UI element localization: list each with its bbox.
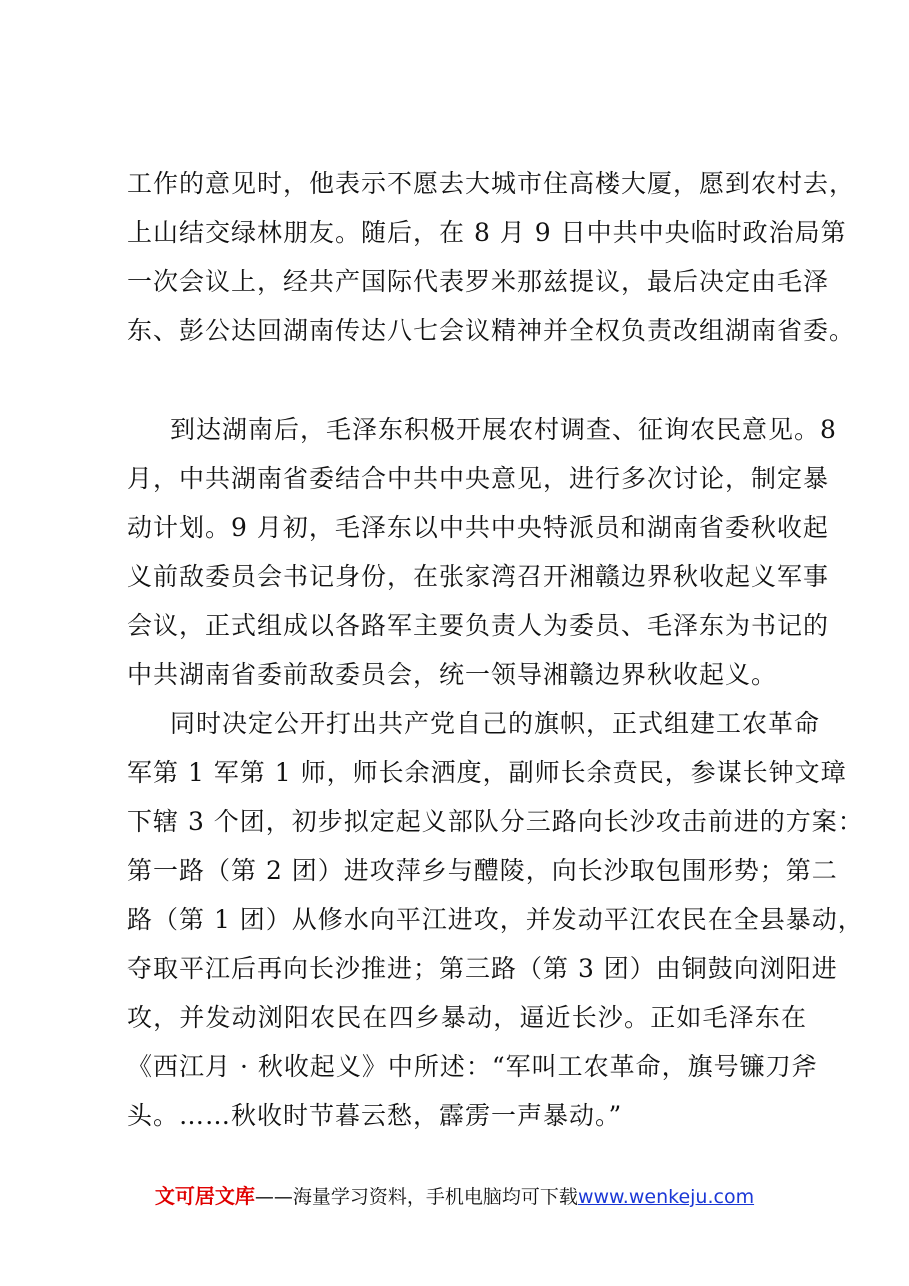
paragraph-3-line-5: 路（第 1 团）从修水向平江进攻，并发动平江农民在全县暴动， <box>127 905 864 934</box>
paragraph-1-line-2: 上山结交绿林朋友。随后，在 8 月 9 日中共中央临时政治局第 <box>127 218 847 247</box>
paragraph-1-line-4: 东、彭公达回湖南传达八七会议精神并全权负责改组湖南省委。 <box>127 316 856 345</box>
paragraph-3-line-8: 《西江月 · 秋收起义》中所述：“军叫工农革命，旗号镰刀斧 <box>127 1052 818 1081</box>
paragraph-2-line-5: 会议，正式组成以各路军主要负责人为委员、毛泽东为书记的 <box>127 611 830 640</box>
footer-banner <box>0 1182 909 1211</box>
paragraph-3-line-9: 头。……秋收时节暮云愁，霹雳一声暴动。” <box>127 1101 623 1130</box>
paragraph-2-line-6: 中共湖南省委前敌委员会，统一领导湘赣边界秋收起义。 <box>127 660 778 689</box>
paragraph-1-line-3: 一次会议上，经共产国际代表罗米那兹提议，最后决定由毛泽 <box>127 267 830 296</box>
paragraph-3-line-6: 夺取平江后再向长沙推进；第三路（第 3 团）由铜鼓向浏阳进 <box>127 954 838 983</box>
paragraph-3-line-3: 下辖 3 个团，初步拟定起义部队分三路向长沙攻击前进的方案： <box>127 807 864 836</box>
paragraph-3-line-4: 第一路（第 2 团）进攻萍乡与醴陵，向长沙取包围形势；第二 <box>127 856 838 885</box>
footer-link[interactable]: www.wenkeju.com <box>577 1186 755 1208</box>
paragraph-2-line-4: 义前敌委员会书记身份，在张家湾召开湘赣边界秋收起义军事 <box>127 562 830 591</box>
paragraph-3-line-1: 同时决定公开打出共产党自己的旗帜，正式组建工农革命 <box>170 709 821 738</box>
paragraph-2-line-2: 月，中共湖南省委结合中共中央意见，进行多次讨论，制定暴 <box>127 464 830 493</box>
paragraph-3-line-7: 攻，并发动浏阳农民在四乡暴动，逼近长沙。正如毛泽东在 <box>127 1003 807 1032</box>
paragraph-1-line-1: 工作的意见时，他表示不愿去大城市住高楼大厦，愿到农村去， <box>127 169 856 198</box>
paragraph-3-line-2: 军第 1 军第 1 师，师长余洒度，副师长余贲民，参谋长钟文璋 <box>127 758 847 787</box>
footer-slogan: ——海量学习资料，手机电脑均可下载 <box>254 1186 578 1208</box>
footer-brand: 文可居文库 <box>154 1184 255 1208</box>
paragraph-2-line-3: 动计划。9 月初，毛泽东以中共中央特派员和湖南省委秋收起 <box>127 513 829 542</box>
paragraph-2-line-1: 到达湖南后，毛泽东积极开展农村调查、征询农民意见。8 <box>170 415 837 444</box>
